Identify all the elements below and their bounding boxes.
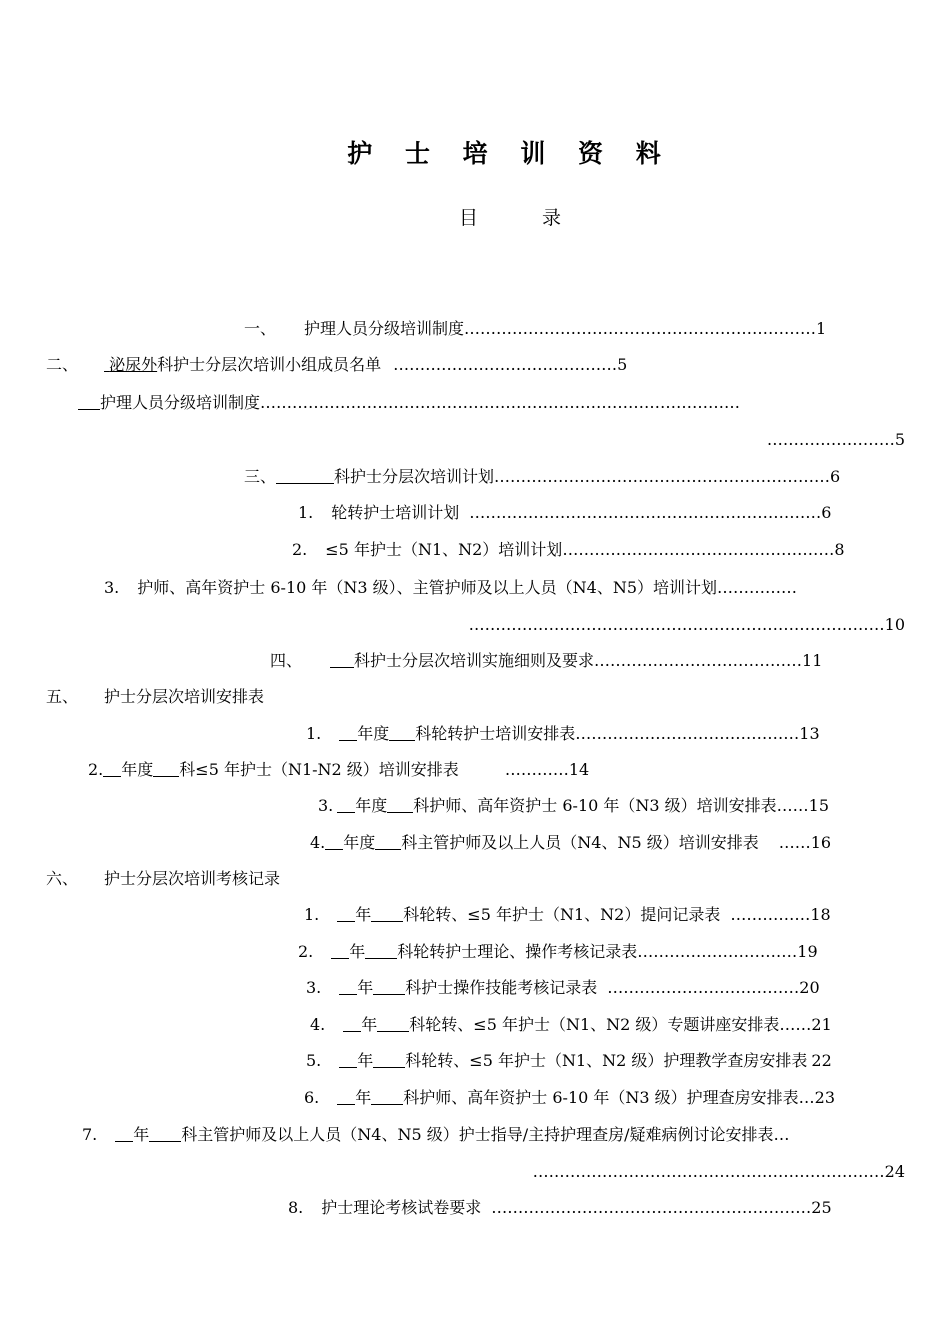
toc-num: 6. <box>304 1088 320 1107</box>
toc-num: 3. <box>306 978 322 997</box>
toc-page: 1 <box>816 319 827 338</box>
toc-entry-19[interactable] <box>306 1049 832 1073</box>
toc-text: 护理人员分级培训制度 <box>304 319 465 338</box>
toc-text: 年 <box>355 1088 372 1107</box>
fill-in-blank <box>149 1123 181 1142</box>
toc-entry-14[interactable] <box>46 867 280 891</box>
toc-text: ≤5 年护士（N1、N2）培训计划 <box>325 540 563 559</box>
toc-page: 11 <box>802 651 823 670</box>
fill-in-blank <box>371 1086 403 1105</box>
toc-dots: …………… <box>730 905 811 924</box>
toc-entry-22[interactable] <box>288 1196 832 1220</box>
toc-text: 科护士分层次培训计划 <box>334 467 495 486</box>
fill-in-blank <box>153 758 179 777</box>
toc-dots: ………………………… <box>637 942 798 961</box>
fill-in-blank <box>343 1013 361 1032</box>
toc-num: 一、 <box>244 319 277 338</box>
toc-dots: ……………………………………………………………………………… <box>260 393 741 412</box>
toc-entry-21-continued <box>533 1160 905 1184</box>
toc-text: 年度 <box>355 796 388 815</box>
toc-text: 护理人员分级培训制度 <box>100 393 261 412</box>
toc-page: 5 <box>617 355 628 374</box>
fill-in-blank <box>339 976 357 995</box>
toc-dots: ………………………………………………………… <box>464 319 817 338</box>
toc-entry-20[interactable] <box>304 1086 835 1110</box>
toc-entry-17[interactable] <box>306 976 820 1000</box>
fill-in-blank <box>387 794 413 813</box>
toc-dots: …………… <box>717 578 798 597</box>
toc-text: 护士分层次培训考核记录 <box>104 869 281 888</box>
toc-text: 科护士分层次培训小组成员名单 <box>157 355 382 374</box>
toc-entry-18[interactable] <box>310 1013 832 1037</box>
toc-page: 23 <box>814 1088 836 1107</box>
toc-page: 6 <box>821 503 832 522</box>
toc-text: 年 <box>361 1015 378 1034</box>
fill-in-blank <box>365 940 397 959</box>
toc-dots: ……………………………… <box>607 978 800 997</box>
toc-num: 3. <box>318 796 334 815</box>
toc-dots: … <box>798 1088 815 1107</box>
toc-text: 年 <box>355 905 372 924</box>
toc-text: 年 <box>357 978 374 997</box>
toc-text: 年 <box>133 1125 150 1144</box>
toc-entry-11[interactable] <box>88 758 589 782</box>
toc-entry-6[interactable] <box>292 538 845 562</box>
toc-entry-3[interactable] <box>78 391 740 415</box>
toc-entry-8[interactable] <box>270 649 822 673</box>
toc-heading-a: 目 <box>458 207 478 229</box>
toc-num: 四、 <box>270 651 303 670</box>
toc-num: 二、 <box>46 355 79 374</box>
toc-entry-3-continued <box>767 428 905 452</box>
fill-in-blank <box>377 1013 409 1032</box>
toc-entry-21[interactable] <box>82 1123 790 1147</box>
toc-text: 科主管护师及以上人员（N4、N5 级）护士指导/主持护理查房/疑难病例讨论安排表 <box>181 1125 774 1144</box>
toc-text: 轮转护士培训计划 <box>331 503 460 522</box>
document-title: 护 士 培 训 资 料 <box>347 139 673 168</box>
toc-dots: …………………………………………………………………… <box>468 615 885 634</box>
toc-page: 15 <box>808 796 830 815</box>
fill-in-blank <box>337 903 355 922</box>
toc-page: 16 <box>810 833 832 852</box>
toc-text: 护士分层次培训安排表 <box>104 687 265 706</box>
toc-num: 五、 <box>46 687 79 706</box>
toc-text: 科轮转、≤5 年护士（N1、N2 级）专题讲座安排表 <box>409 1015 780 1034</box>
fill-in-blank <box>373 1049 405 1068</box>
toc-num: 4. <box>310 833 326 852</box>
toc-text: 科轮转、≤5 年护士（N1、N2）提问记录表 <box>403 905 721 924</box>
toc-dots: ……………………………………………………… <box>494 467 831 486</box>
toc-text: 科轮转、≤5 年护士（N1、N2 级）护理教学查房安排表 <box>405 1051 808 1070</box>
toc-dots: …… <box>776 796 809 815</box>
toc-entry-10[interactable] <box>306 722 820 746</box>
toc-page: 25 <box>811 1198 832 1217</box>
toc-page: 5 <box>894 430 905 449</box>
toc-text: 科≤5 年护士（N1-N2 级）培训安排表 <box>179 760 459 779</box>
toc-entry-1[interactable] <box>244 317 826 341</box>
toc-dots: …………………………………………………… <box>491 1198 812 1217</box>
toc-entry-13[interactable] <box>310 831 831 855</box>
toc-text: 年度 <box>121 760 154 779</box>
toc-page: 20 <box>799 978 820 997</box>
fill-in-blank <box>389 722 415 741</box>
fill-in-blank <box>78 391 100 410</box>
toc-dots: …………………………………………… <box>562 540 835 559</box>
toc-text: 科护士分层次培训实施细则及要求 <box>354 651 595 670</box>
toc-dots: …………………………………… <box>575 724 800 743</box>
toc-entry-7-continued <box>469 613 905 637</box>
toc-dept-blank: 泌尿外 <box>109 355 158 374</box>
toc-entry-15[interactable] <box>304 903 831 927</box>
toc-page: 6 <box>830 467 841 486</box>
toc-text: 科轮转护士培训安排表 <box>415 724 576 743</box>
toc-dots: …………………… <box>766 430 895 449</box>
fill-in-blank <box>373 976 405 995</box>
fill-in-blank <box>371 903 403 922</box>
fill-in-blank <box>330 649 354 668</box>
fill-in-blank <box>331 940 349 959</box>
toc-dots: …… <box>779 1015 812 1034</box>
fill-in-blank <box>375 831 401 850</box>
toc-text: 护师、高年资护士 6-10 年（N3 级）、主管护师及以上人员（N4、N5）培训计划 <box>137 578 718 597</box>
toc-num: 5. <box>306 1051 322 1070</box>
fill-in-blank <box>325 831 343 850</box>
toc-text: 年 <box>349 942 366 961</box>
toc-num: 1. <box>298 503 314 522</box>
toc-text: 年度 <box>343 833 376 852</box>
fill-in-blank <box>103 758 121 777</box>
toc-num: 8. <box>288 1198 304 1217</box>
toc-num: 三、 <box>244 467 277 486</box>
toc-entry-2[interactable] <box>46 353 627 377</box>
toc-text: 科护师、高年资护士 6-10 年（N3 级）护理查房安排表 <box>403 1088 799 1107</box>
toc-num: 3. <box>104 578 120 597</box>
toc-num: 4. <box>310 1015 326 1034</box>
toc-page: 8 <box>834 540 845 559</box>
toc-dots: ………………………………… <box>594 651 803 670</box>
toc-page: 14 <box>568 760 590 779</box>
toc-dots: ………… <box>504 760 569 779</box>
toc-num: 1. <box>304 905 320 924</box>
toc-page: 19 <box>797 942 818 961</box>
toc-entry-9[interactable] <box>46 685 264 709</box>
toc-entry-5[interactable] <box>298 501 831 525</box>
fill-in-blank <box>337 1086 355 1105</box>
fill-in-blank <box>337 794 355 813</box>
fill-in-blank <box>115 1123 133 1142</box>
toc-page: 18 <box>810 905 831 924</box>
toc-num: 7. <box>82 1125 98 1144</box>
toc-page: 22 <box>811 1051 832 1070</box>
toc-num: 六、 <box>46 869 79 888</box>
toc-num: 1. <box>306 724 322 743</box>
toc-text: 年度 <box>357 724 390 743</box>
fill-in-blank <box>339 722 357 741</box>
toc-heading-b: 录 <box>542 207 562 229</box>
toc-entry-7[interactable] <box>104 576 797 600</box>
toc-dots: …… <box>778 833 811 852</box>
toc-page: 10 <box>884 615 905 634</box>
toc-heading <box>0 203 950 230</box>
toc-text: 科护师、高年资护士 6-10 年（N3 级）培训安排表 <box>413 796 777 815</box>
toc-page: 24 <box>884 1162 905 1181</box>
fill-in-blank <box>276 465 334 484</box>
toc-entry-12[interactable] <box>318 794 829 818</box>
toc-num: 2. <box>298 942 314 961</box>
toc-num: 2. <box>292 540 308 559</box>
toc-page: 13 <box>799 724 820 743</box>
toc-dots: … <box>773 1125 790 1144</box>
toc-entry-16[interactable] <box>298 940 818 964</box>
toc-text: 科护士操作技能考核记录表 <box>405 978 598 997</box>
toc-text: 科主管护师及以上人员（N4、N5 级）培训安排表 <box>401 833 759 852</box>
toc-num: 2. <box>88 760 104 779</box>
fill-in-blank <box>339 1049 357 1068</box>
toc-dots: …………………………………… <box>393 355 618 374</box>
toc-dots: ………………………………………………………… <box>532 1162 885 1181</box>
toc-dots: ………………………………………………………… <box>469 503 822 522</box>
toc-page: 21 <box>811 1015 832 1034</box>
toc-text: 护士理论考核试卷要求 <box>321 1198 482 1217</box>
toc-text: 科轮转护士理论、操作考核记录表 <box>397 942 638 961</box>
toc-text: 年 <box>357 1051 374 1070</box>
toc-entry-4[interactable] <box>244 465 840 489</box>
